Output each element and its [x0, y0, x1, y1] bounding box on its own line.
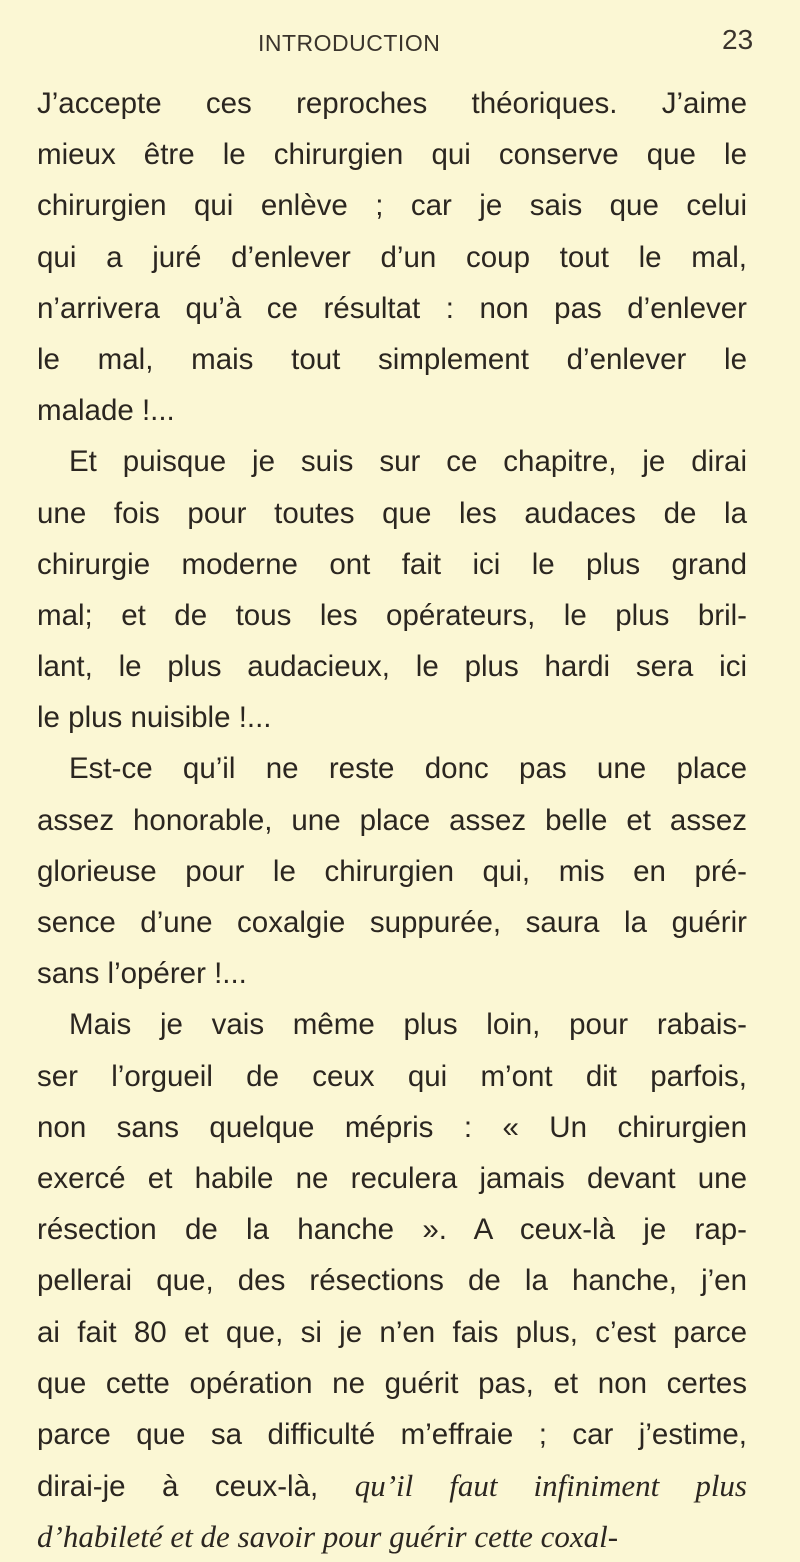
text-line: que cette opération ne guérit pas, et non certes	[37, 1366, 747, 1400]
page-number: 23	[722, 24, 754, 55]
text-line: qui a juré d’enlever d’un coup tout le mal,	[37, 240, 747, 274]
text-line: le mal, mais tout simplement d’enlever le	[37, 342, 747, 376]
text-line: mal; et de tous les opérateurs, le plus bril-	[37, 598, 747, 632]
text-line: chirurgie moderne ont fait ici le plus grand	[37, 547, 747, 581]
text-line: assez honorable, une place assez belle et assez	[37, 803, 747, 837]
text-line: non sans quelque mépris : « Un chirurgien	[37, 1110, 747, 1144]
page-body	[37, 78, 747, 1562]
text-line: sence d’une coxalgie suppurée, saura la guérir	[37, 906, 747, 939]
text-line: parce que sa difficulté m’effraie ; car j’estime,	[37, 1417, 747, 1451]
text-line: malade !...	[37, 394, 175, 428]
text-line: lant, le plus audacieux, le plus hardi sera ici	[37, 650, 747, 684]
text-line: résection de la hanche ». A ceux-là je rap-	[37, 1213, 747, 1247]
text-line: chirurgien qui enlève ; car je sais que celui	[37, 189, 747, 223]
running-title: INTRODUCTION	[258, 30, 441, 56]
text-line: une fois pour toutes que les audaces de la	[37, 496, 747, 530]
text-line-mixed	[37, 1460, 747, 1511]
roman-segment: dirai-je à ceux-là,	[37, 1470, 355, 1504]
text-line-italic: d’habileté et de savoir pour guérir cette coxal-	[37, 1519, 619, 1555]
text-line: glorieuse pour le chirurgien qui, mis en pré-	[37, 854, 747, 888]
text-line: pellerai que, des résections de la hanche, j’en	[37, 1264, 747, 1298]
text-line: le plus nuisible !...	[37, 701, 272, 735]
text-line: Est-ce qu’il ne reste donc pas une place	[69, 752, 747, 786]
text-line: mieux être le chirurgien qui conserve que le	[37, 138, 747, 172]
italic-segment: qu’il faut infiniment plus	[354, 1468, 747, 1504]
text-line: exercé et habile ne reculera jamais devant une	[37, 1161, 747, 1195]
text-line: Et puisque je suis sur ce chapitre, je dirai	[69, 445, 747, 479]
text-line: ser l’orgueil de ceux qui m’ont dit parfois,	[37, 1059, 747, 1093]
text-line: n’arrivera qu’à ce résultat : non pas d’enlever	[37, 291, 747, 325]
text-line: J’accepte ces reproches théoriques. J’aime	[37, 87, 747, 120]
text-line: Mais je vais même plus loin, pour rabais-	[69, 1008, 747, 1042]
text-line: ai fait 80 et que, si je n’en fais plus, c’est parce	[37, 1315, 747, 1349]
text-line: sans l’opérer !...	[37, 957, 247, 991]
